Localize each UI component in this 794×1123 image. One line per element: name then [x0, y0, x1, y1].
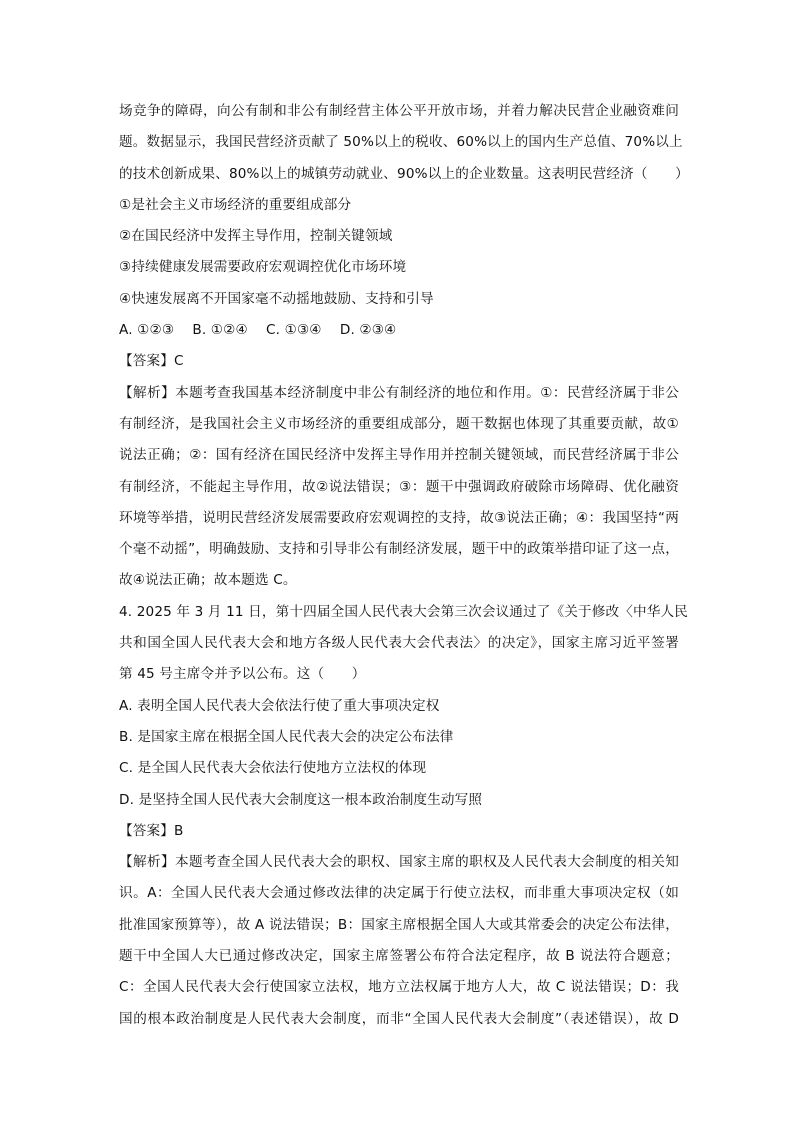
option-line: ②在国民经济中发挥主导作用，控制关键领域: [119, 228, 393, 245]
question-line: 共和国全国人民代表大会和地方各级人民代表大会代表法〉的决定》，国家主席习近平签署: [119, 635, 679, 652]
option-line: D. 是坚持全国人民代表大会制度这一根本政治制度生动写照: [119, 791, 483, 808]
analysis-line: 说法正确；②：国有经济在国民经济中发挥主导作用并控制关键领域，而民营经济属于非公: [119, 447, 679, 464]
analysis-line: C：全国人民代表大会行使国家立法权，地方立法权属于地方人大，故 C 说法错误；D：我: [119, 979, 679, 996]
analysis-line: 【解析】本题考查我国基本经济制度中非公有制经济的地位和作用。①：民营经济属于非公: [119, 384, 679, 401]
option-line: C. 是全国人民代表大会依法行使地方立法权的体现: [119, 760, 427, 777]
analysis-line: 个毫不动摇”，明确鼓励、支持和引导非公有制经济发展，题干中的政策举措印证了这一点，: [119, 541, 679, 558]
option-line: ④快速发展离不开国家毫不动摇地鼓励、支持和引导: [119, 290, 434, 307]
analysis-line: 批准国家预算等），故 A 说法错误；B：国家主席根据全国人大或其常委会的决定公布法律，: [119, 916, 679, 933]
text-line: 题。数据显示，我国民营经济贡献了 50%以上的税收、60%以上的国内生产总值、70%以上: [119, 134, 683, 151]
analysis-line: 有制经济，是我国社会主义市场经济的重要组成部分，题干数据也体现了其重要贡献，故①: [119, 415, 679, 432]
option-line: ①是社会主义市场经济的重要组成部分: [119, 196, 352, 213]
analysis-line: 环境等举措，说明民营经济发展需要政府宏观调控的支持，故③说法正确；④：我国坚持“两: [119, 509, 679, 526]
analysis-line: 有制经济，不能起主导作用，故②说法错误；③：题干中强调政府破除市场障碍、优化融资: [119, 478, 679, 495]
answer-choices: A. ①②③ B. ①②④ C. ①③④ D. ②③④: [119, 322, 397, 339]
answer-label: 【答案】B: [119, 822, 184, 839]
analysis-line: 题干中全国人大已通过修改决定，国家主席签署公布符合法定程序，故 B 说法符合题意；: [119, 948, 679, 965]
text-line: 场竞争的障碍，向公有制和非公有制经营主体公平开放市场，并着力解决民营企业融资难问: [119, 103, 679, 119]
question-line: 4. 2025 年 3 月 11 日，第十四届全国人民代表大会第三次会议通过了《关于修改〈中华人民: [119, 603, 688, 620]
answer-label: 【答案】C: [119, 353, 184, 370]
text-line: 的技术创新成果、80%以上的城镇劳动就业、90%以上的企业数量。这表明民营经济（ ）: [119, 165, 689, 182]
document-body: [119, 96, 689, 1035]
analysis-line: 识。A：全国人民代表大会通过修改法律的决定属于行使立法权，而非重大事项决定权（如: [119, 885, 679, 902]
option-line: B. 是国家主席在根据全国人民代表大会的决定公布法律: [119, 728, 454, 745]
analysis-line: 故④说法正确；故本题选 C。: [119, 572, 297, 589]
option-line: ③持续健康发展需要政府宏观调控优化市场环境: [119, 259, 407, 276]
option-line: A. 表明全国人民代表大会依法行使了重大事项决定权: [119, 697, 440, 714]
analysis-line: 国的根本政治制度是人民代表大会制度，而非“全国人民代表大会制度”（表述错误），故 D: [119, 1010, 679, 1027]
analysis-line: 【解析】本题考查全国人民代表大会的职权、国家主席的职权及人民代表大会制度的相关知: [119, 854, 679, 871]
question-line: 第 45 号主席令并予以公布。这（ ）: [119, 666, 366, 683]
